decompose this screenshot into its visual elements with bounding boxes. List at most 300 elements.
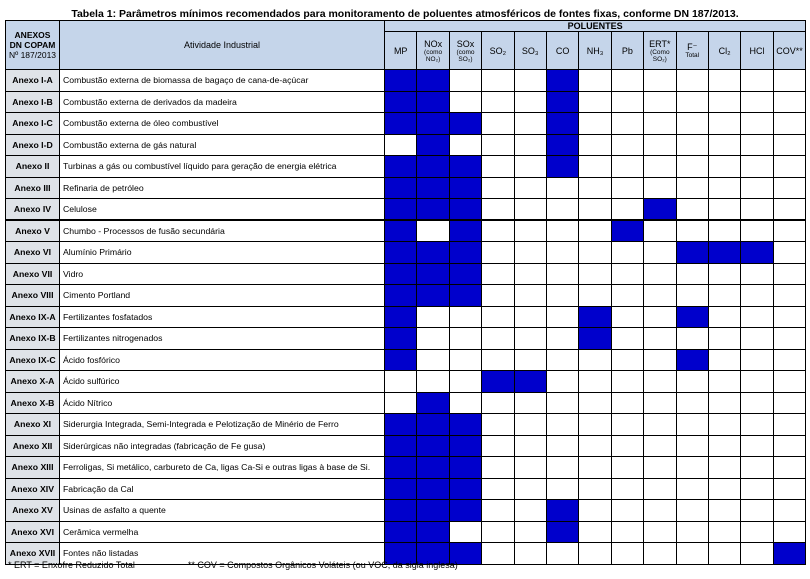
pollutant-name: COV** xyxy=(776,45,803,56)
annex-cell: Anexo I-D xyxy=(6,134,60,156)
pollutant-mark-filled xyxy=(449,285,481,307)
table-row xyxy=(6,242,806,264)
pollutant-mark-filled xyxy=(417,521,449,543)
pollutant-mark-empty xyxy=(773,478,806,500)
pollutant-name: F⁻ xyxy=(687,42,698,52)
pollutant-mark-empty xyxy=(514,543,546,565)
pollutant-mark-filled xyxy=(417,263,449,285)
pollutant-mark-empty xyxy=(773,349,806,371)
pollutant-mark-empty xyxy=(482,156,514,178)
pollutant-mark-empty xyxy=(676,156,708,178)
pollutant-mark-empty xyxy=(417,349,449,371)
pollutant-mark-filled xyxy=(417,457,449,479)
pollutant-mark-empty xyxy=(514,263,546,285)
pollutant-mark-empty xyxy=(449,328,481,350)
pollutant-mark-empty xyxy=(644,156,676,178)
pollutant-mark-empty xyxy=(611,543,643,565)
pollutant-mark-empty xyxy=(482,134,514,156)
pollutant-mark-filled xyxy=(385,414,417,436)
pollutant-mark-empty xyxy=(773,263,806,285)
pollutant-mark-empty xyxy=(644,134,676,156)
pollutant-mark-empty xyxy=(482,177,514,199)
pollutant-header xyxy=(514,32,546,70)
pollutant-mark-empty xyxy=(773,435,806,457)
pollutant-mark-filled xyxy=(676,242,708,264)
pollutant-mark-empty xyxy=(773,242,806,264)
pollutant-name: SO₃ xyxy=(521,45,539,56)
pollutant-mark-empty xyxy=(514,414,546,436)
pollutant-mark-filled xyxy=(417,199,449,221)
pollutant-mark-empty xyxy=(708,478,740,500)
pollutant-mark-empty xyxy=(579,457,611,479)
pollutant-mark-empty xyxy=(579,478,611,500)
pollutant-header xyxy=(644,32,676,70)
pollutant-mark-empty xyxy=(644,91,676,113)
activity-cell: Cimento Portland xyxy=(60,285,385,307)
pollutant-mark-empty xyxy=(741,91,773,113)
pollutant-mark-filled xyxy=(546,521,578,543)
table-row xyxy=(6,177,806,199)
pollutant-mark-empty xyxy=(579,134,611,156)
pollutant-mark-empty xyxy=(708,70,740,92)
pollutant-mark-filled xyxy=(708,242,740,264)
pollutant-mark-empty xyxy=(708,392,740,414)
pollutant-mark-empty xyxy=(741,285,773,307)
pollutant-mark-empty xyxy=(482,199,514,221)
pollutant-mark-empty xyxy=(773,134,806,156)
annex-cell: Anexo X-B xyxy=(6,392,60,414)
pollutant-mark-empty xyxy=(611,177,643,199)
pollutant-mark-empty xyxy=(579,349,611,371)
pollutant-mark-empty xyxy=(546,263,578,285)
table-row xyxy=(6,199,806,221)
pollutant-mark-filled xyxy=(417,435,449,457)
pollutant-mark-filled xyxy=(449,199,481,221)
pollutant-mark-filled xyxy=(611,220,643,242)
pollutant-mark-empty xyxy=(644,435,676,457)
pollutant-mark-empty xyxy=(676,220,708,242)
pollutant-mark-empty xyxy=(385,371,417,393)
annex-cell: Anexo XVI xyxy=(6,521,60,543)
pollutant-mark-empty xyxy=(546,371,578,393)
pollutant-mark-filled xyxy=(385,177,417,199)
pollutant-mark-empty xyxy=(546,392,578,414)
pollutant-mark-filled xyxy=(644,199,676,221)
annex-cell: Anexo VIII xyxy=(6,285,60,307)
pollutant-mark-empty xyxy=(417,328,449,350)
pollutant-mark-empty xyxy=(449,306,481,328)
pollutant-mark-empty xyxy=(546,285,578,307)
pollutant-mark-empty xyxy=(611,242,643,264)
pollutant-mark-empty xyxy=(644,328,676,350)
pollutant-mark-filled xyxy=(385,156,417,178)
pollutant-mark-empty xyxy=(644,285,676,307)
activity-column-header: Atividade Industrial xyxy=(60,21,385,70)
pollutant-mark-filled xyxy=(385,91,417,113)
pollutant-subtitle: (Como SO₂) xyxy=(650,48,670,63)
pollutant-header xyxy=(676,32,708,70)
pollutant-mark-empty xyxy=(611,306,643,328)
pollutant-mark-empty xyxy=(773,70,806,92)
pollutant-mark-empty xyxy=(741,134,773,156)
pollutant-mark-filled xyxy=(385,478,417,500)
pollutant-mark-empty xyxy=(708,500,740,522)
pollutant-mark-filled xyxy=(385,349,417,371)
pollutant-header xyxy=(708,32,740,70)
pollutant-mark-filled xyxy=(546,113,578,135)
pollutant-mark-empty xyxy=(741,70,773,92)
pollutant-mark-filled xyxy=(482,371,514,393)
pollutant-mark-empty xyxy=(579,435,611,457)
pollutant-mark-empty xyxy=(514,457,546,479)
pollutant-mark-empty xyxy=(611,349,643,371)
pollutant-mark-empty xyxy=(676,199,708,221)
activity-cell: Ácido Nítrico xyxy=(60,392,385,414)
pollutant-mark-empty xyxy=(611,70,643,92)
pollutant-mark-empty xyxy=(417,220,449,242)
pollutant-mark-empty xyxy=(482,306,514,328)
pollutant-mark-empty xyxy=(579,521,611,543)
pollutant-mark-empty xyxy=(773,521,806,543)
pollutant-header xyxy=(546,32,578,70)
pollutant-mark-empty xyxy=(514,500,546,522)
pollutant-mark-empty xyxy=(449,392,481,414)
pollutant-mark-empty xyxy=(644,113,676,135)
pollutant-mark-empty xyxy=(644,70,676,92)
pollutant-header xyxy=(449,32,481,70)
pollutant-name: NH₃ xyxy=(586,45,604,56)
pollutant-mark-empty xyxy=(611,113,643,135)
pollutant-mark-empty xyxy=(773,457,806,479)
pollutant-mark-empty xyxy=(644,263,676,285)
pollutant-mark-empty xyxy=(741,349,773,371)
pollutant-mark-empty xyxy=(579,543,611,565)
pollutant-mark-empty xyxy=(644,177,676,199)
pollutant-header xyxy=(741,32,773,70)
pollutant-mark-empty xyxy=(676,70,708,92)
annex-cell: Anexo II xyxy=(6,156,60,178)
pollutant-mark-empty xyxy=(546,220,578,242)
annex-cell: Anexo I-B xyxy=(6,91,60,113)
pollutants-table xyxy=(5,20,806,565)
table-row xyxy=(6,220,806,242)
table-row xyxy=(6,156,806,178)
pollutant-mark-empty xyxy=(773,113,806,135)
pollutant-mark-empty xyxy=(676,285,708,307)
pollutant-mark-empty xyxy=(773,306,806,328)
pollutant-mark-empty xyxy=(579,113,611,135)
pollutant-mark-empty xyxy=(514,113,546,135)
pollutant-mark-empty xyxy=(482,113,514,135)
pollutant-mark-empty xyxy=(676,392,708,414)
table-title: Tabela 1: Parâmetros mínimos recomendados para monitoramento de poluentes atmosféricos de fontes fixas, conforme DN 187/2013. xyxy=(71,8,739,20)
pollutant-mark-empty xyxy=(773,199,806,221)
pollutant-mark-empty xyxy=(741,500,773,522)
pollutant-mark-empty xyxy=(449,349,481,371)
pollutant-mark-empty xyxy=(579,392,611,414)
pollutant-mark-empty xyxy=(546,435,578,457)
pollutant-mark-empty xyxy=(708,349,740,371)
pollutant-mark-empty xyxy=(546,199,578,221)
pollutant-mark-empty xyxy=(546,306,578,328)
annex-cell: Anexo X-A xyxy=(6,371,60,393)
pollutant-mark-empty xyxy=(708,113,740,135)
activity-cell: Usinas de asfalto a quente xyxy=(60,500,385,522)
annex-cell: Anexo XVII xyxy=(6,543,60,565)
pollutant-header xyxy=(385,32,417,70)
pollutant-mark-filled xyxy=(676,306,708,328)
pollutant-mark-empty xyxy=(708,457,740,479)
pollutant-mark-filled xyxy=(449,457,481,479)
pollutant-mark-empty xyxy=(708,177,740,199)
pollutant-mark-filled xyxy=(417,414,449,436)
pollutant-mark-empty xyxy=(514,328,546,350)
pollutant-mark-empty xyxy=(676,414,708,436)
pollutant-mark-empty xyxy=(741,156,773,178)
pollutant-mark-filled xyxy=(449,500,481,522)
pollutant-name: CO xyxy=(555,45,570,56)
pollutant-mark-empty xyxy=(676,435,708,457)
pollutant-mark-empty xyxy=(579,371,611,393)
pollutant-mark-empty xyxy=(644,392,676,414)
pollutant-mark-empty xyxy=(644,521,676,543)
pollutant-mark-empty xyxy=(611,371,643,393)
pollutant-mark-filled xyxy=(417,392,449,414)
annex-cell: Anexo III xyxy=(6,177,60,199)
pollutant-mark-empty xyxy=(708,414,740,436)
pollutant-mark-empty xyxy=(676,328,708,350)
pollutant-mark-empty xyxy=(644,543,676,565)
pollutant-mark-empty xyxy=(741,371,773,393)
pollutant-mark-empty xyxy=(514,349,546,371)
table-row xyxy=(6,113,806,135)
annex-cell: Anexo VII xyxy=(6,263,60,285)
activity-cell: Fontes não listadas xyxy=(60,543,385,565)
pollutant-mark-filled xyxy=(579,328,611,350)
annex-cell: Anexo XII xyxy=(6,435,60,457)
pollutant-mark-empty xyxy=(546,349,578,371)
annex-cell: Anexo IV xyxy=(6,199,60,221)
pollutant-mark-empty xyxy=(611,199,643,221)
pollutant-mark-empty xyxy=(741,177,773,199)
pollutant-mark-empty xyxy=(611,478,643,500)
pollutant-mark-filled xyxy=(385,500,417,522)
activity-cell: Cerâmica vermelha xyxy=(60,521,385,543)
pollutant-mark-empty xyxy=(741,328,773,350)
pollutant-mark-empty xyxy=(482,220,514,242)
pollutant-mark-filled xyxy=(385,113,417,135)
pollutant-mark-empty xyxy=(773,392,806,414)
pollutant-mark-empty xyxy=(514,134,546,156)
pollutant-mark-filled xyxy=(385,199,417,221)
pollutant-mark-filled xyxy=(385,285,417,307)
pollutant-mark-empty xyxy=(482,521,514,543)
pollutant-mark-empty xyxy=(611,435,643,457)
table-row xyxy=(6,70,806,92)
activity-cell: Turbinas a gás ou combustível líquido para geração de energia elétrica xyxy=(60,156,385,178)
pollutant-mark-empty xyxy=(708,134,740,156)
pollutant-mark-filled xyxy=(449,435,481,457)
pollutant-mark-filled xyxy=(546,70,578,92)
pollutant-mark-empty xyxy=(611,263,643,285)
pollutant-mark-empty xyxy=(676,500,708,522)
pollutant-mark-empty xyxy=(773,328,806,350)
pollutant-mark-empty xyxy=(741,306,773,328)
pollutant-mark-empty xyxy=(676,371,708,393)
annex-cell: Anexo XI xyxy=(6,414,60,436)
pollutant-mark-empty xyxy=(741,543,773,565)
pollutant-mark-empty xyxy=(676,457,708,479)
pollutant-mark-filled xyxy=(385,220,417,242)
pollutant-mark-empty xyxy=(482,263,514,285)
pollutant-mark-empty xyxy=(579,500,611,522)
pollutant-mark-empty xyxy=(514,478,546,500)
pollutant-mark-empty xyxy=(708,435,740,457)
pollutant-mark-empty xyxy=(644,242,676,264)
pollutant-mark-empty xyxy=(579,414,611,436)
pollutant-mark-empty xyxy=(741,478,773,500)
pollutant-mark-empty xyxy=(708,521,740,543)
pollutant-mark-empty xyxy=(611,500,643,522)
table-row xyxy=(6,328,806,350)
pollutant-mark-empty xyxy=(579,177,611,199)
pollutant-mark-empty xyxy=(708,156,740,178)
pollutant-mark-empty xyxy=(708,285,740,307)
pollutant-subtitle: (como SO₂) xyxy=(456,48,475,63)
annex-cell: Anexo I-A xyxy=(6,70,60,92)
activity-cell: Combustão externa de derivados da madeira xyxy=(60,91,385,113)
pollutant-mark-filled xyxy=(385,328,417,350)
pollutant-mark-empty xyxy=(741,414,773,436)
table-row xyxy=(6,285,806,307)
activity-cell: Combustão externa de óleo combustível xyxy=(60,113,385,135)
pollutant-mark-empty xyxy=(449,91,481,113)
pollutant-mark-empty xyxy=(514,242,546,264)
pollutant-mark-empty xyxy=(482,349,514,371)
pollutant-mark-empty xyxy=(676,543,708,565)
pollutant-mark-empty xyxy=(611,285,643,307)
pollutant-mark-empty xyxy=(676,521,708,543)
pollutant-mark-empty xyxy=(482,91,514,113)
pollutant-mark-empty xyxy=(546,478,578,500)
pollutant-mark-empty xyxy=(546,543,578,565)
pollutant-mark-empty xyxy=(546,242,578,264)
pollutants-header: POLUENTES xyxy=(385,21,806,32)
annex-cell: Anexo XV xyxy=(6,500,60,522)
table-row xyxy=(6,500,806,522)
activity-cell: Vidro xyxy=(60,263,385,285)
table-row xyxy=(6,435,806,457)
pollutant-mark-filled xyxy=(417,500,449,522)
pollutant-mark-filled xyxy=(449,263,481,285)
pollutant-mark-filled xyxy=(546,156,578,178)
pollutant-mark-empty xyxy=(482,70,514,92)
activity-cell: Ácido sulfúrico xyxy=(60,371,385,393)
pollutant-mark-filled xyxy=(417,285,449,307)
pollutant-mark-empty xyxy=(611,328,643,350)
pollutant-mark-empty xyxy=(449,134,481,156)
pollutant-mark-empty xyxy=(449,521,481,543)
pollutant-mark-filled xyxy=(385,521,417,543)
table-row xyxy=(6,349,806,371)
table-row xyxy=(6,457,806,479)
pollutant-mark-empty xyxy=(611,91,643,113)
pollutant-name: HCl xyxy=(749,45,765,56)
activity-cell: Refinaria de petróleo xyxy=(60,177,385,199)
pollutant-name: MP xyxy=(393,45,408,56)
activity-cell: Celulose xyxy=(60,199,385,221)
pollutant-mark-empty xyxy=(579,285,611,307)
activity-cell: Fabricação da Cal xyxy=(60,478,385,500)
pollutant-mark-empty xyxy=(708,306,740,328)
pollutant-mark-empty xyxy=(514,91,546,113)
pollutant-header xyxy=(417,32,449,70)
pollutant-mark-empty xyxy=(741,199,773,221)
pollutant-mark-empty xyxy=(611,392,643,414)
pollutant-mark-empty xyxy=(676,177,708,199)
pollutant-mark-filled xyxy=(385,263,417,285)
pollutant-mark-empty xyxy=(514,435,546,457)
pollutant-mark-empty xyxy=(417,371,449,393)
table-row xyxy=(6,134,806,156)
activity-cell: Siderurgia Integrada, Semi-Integrada e Pelotização de Minério de Ferro xyxy=(60,414,385,436)
pollutant-mark-empty xyxy=(708,220,740,242)
pollutant-mark-empty xyxy=(579,70,611,92)
pollutant-header xyxy=(773,32,806,70)
pollutant-mark-filled xyxy=(385,242,417,264)
annex-cell: Anexo V xyxy=(6,220,60,242)
pollutant-mark-empty xyxy=(741,457,773,479)
table-row xyxy=(6,263,806,285)
pollutant-mark-empty xyxy=(482,435,514,457)
pollutant-name: Cl₂ xyxy=(718,45,731,56)
pollutant-mark-empty xyxy=(482,543,514,565)
pollutant-mark-empty xyxy=(546,177,578,199)
pollutant-mark-empty xyxy=(611,134,643,156)
pollutant-mark-empty xyxy=(514,199,546,221)
pollutant-mark-filled xyxy=(417,113,449,135)
pollutant-mark-empty xyxy=(514,392,546,414)
pollutant-mark-empty xyxy=(741,392,773,414)
annex-cell: Anexo I-C xyxy=(6,113,60,135)
pollutant-mark-empty xyxy=(611,414,643,436)
pollutant-mark-empty xyxy=(644,457,676,479)
pollutant-mark-empty xyxy=(514,521,546,543)
pollutant-mark-empty xyxy=(741,113,773,135)
pollutant-mark-empty xyxy=(773,177,806,199)
annex-cell: Anexo IX-C xyxy=(6,349,60,371)
pollutant-mark-filled xyxy=(385,457,417,479)
pollutant-mark-empty xyxy=(676,478,708,500)
activity-cell: Chumbo - Processos de fusão secundária xyxy=(60,220,385,242)
pollutant-mark-empty xyxy=(385,392,417,414)
activity-cell: Ácido fosfórico xyxy=(60,349,385,371)
pollutant-mark-empty xyxy=(773,371,806,393)
table-row xyxy=(6,392,806,414)
pollutant-mark-empty xyxy=(482,457,514,479)
pollutant-mark-filled xyxy=(449,156,481,178)
footnote-cov: ** COV = Compostos Orgânicos Voláteis (ou VOC, da sigla inglesa) xyxy=(187,560,458,570)
annex-column-header: ANEXOS DN COPAM Nº 187/2013 xyxy=(6,21,60,70)
activity-cell: Fertilizantes nitrogenados xyxy=(60,328,385,350)
pollutant-mark-empty xyxy=(676,134,708,156)
pollutant-mark-empty xyxy=(644,414,676,436)
pollutant-mark-empty xyxy=(741,263,773,285)
pollutant-name: ERT* xyxy=(649,38,671,49)
pollutant-mark-filled xyxy=(385,306,417,328)
pollutant-mark-empty xyxy=(773,414,806,436)
pollutant-mark-empty xyxy=(741,220,773,242)
